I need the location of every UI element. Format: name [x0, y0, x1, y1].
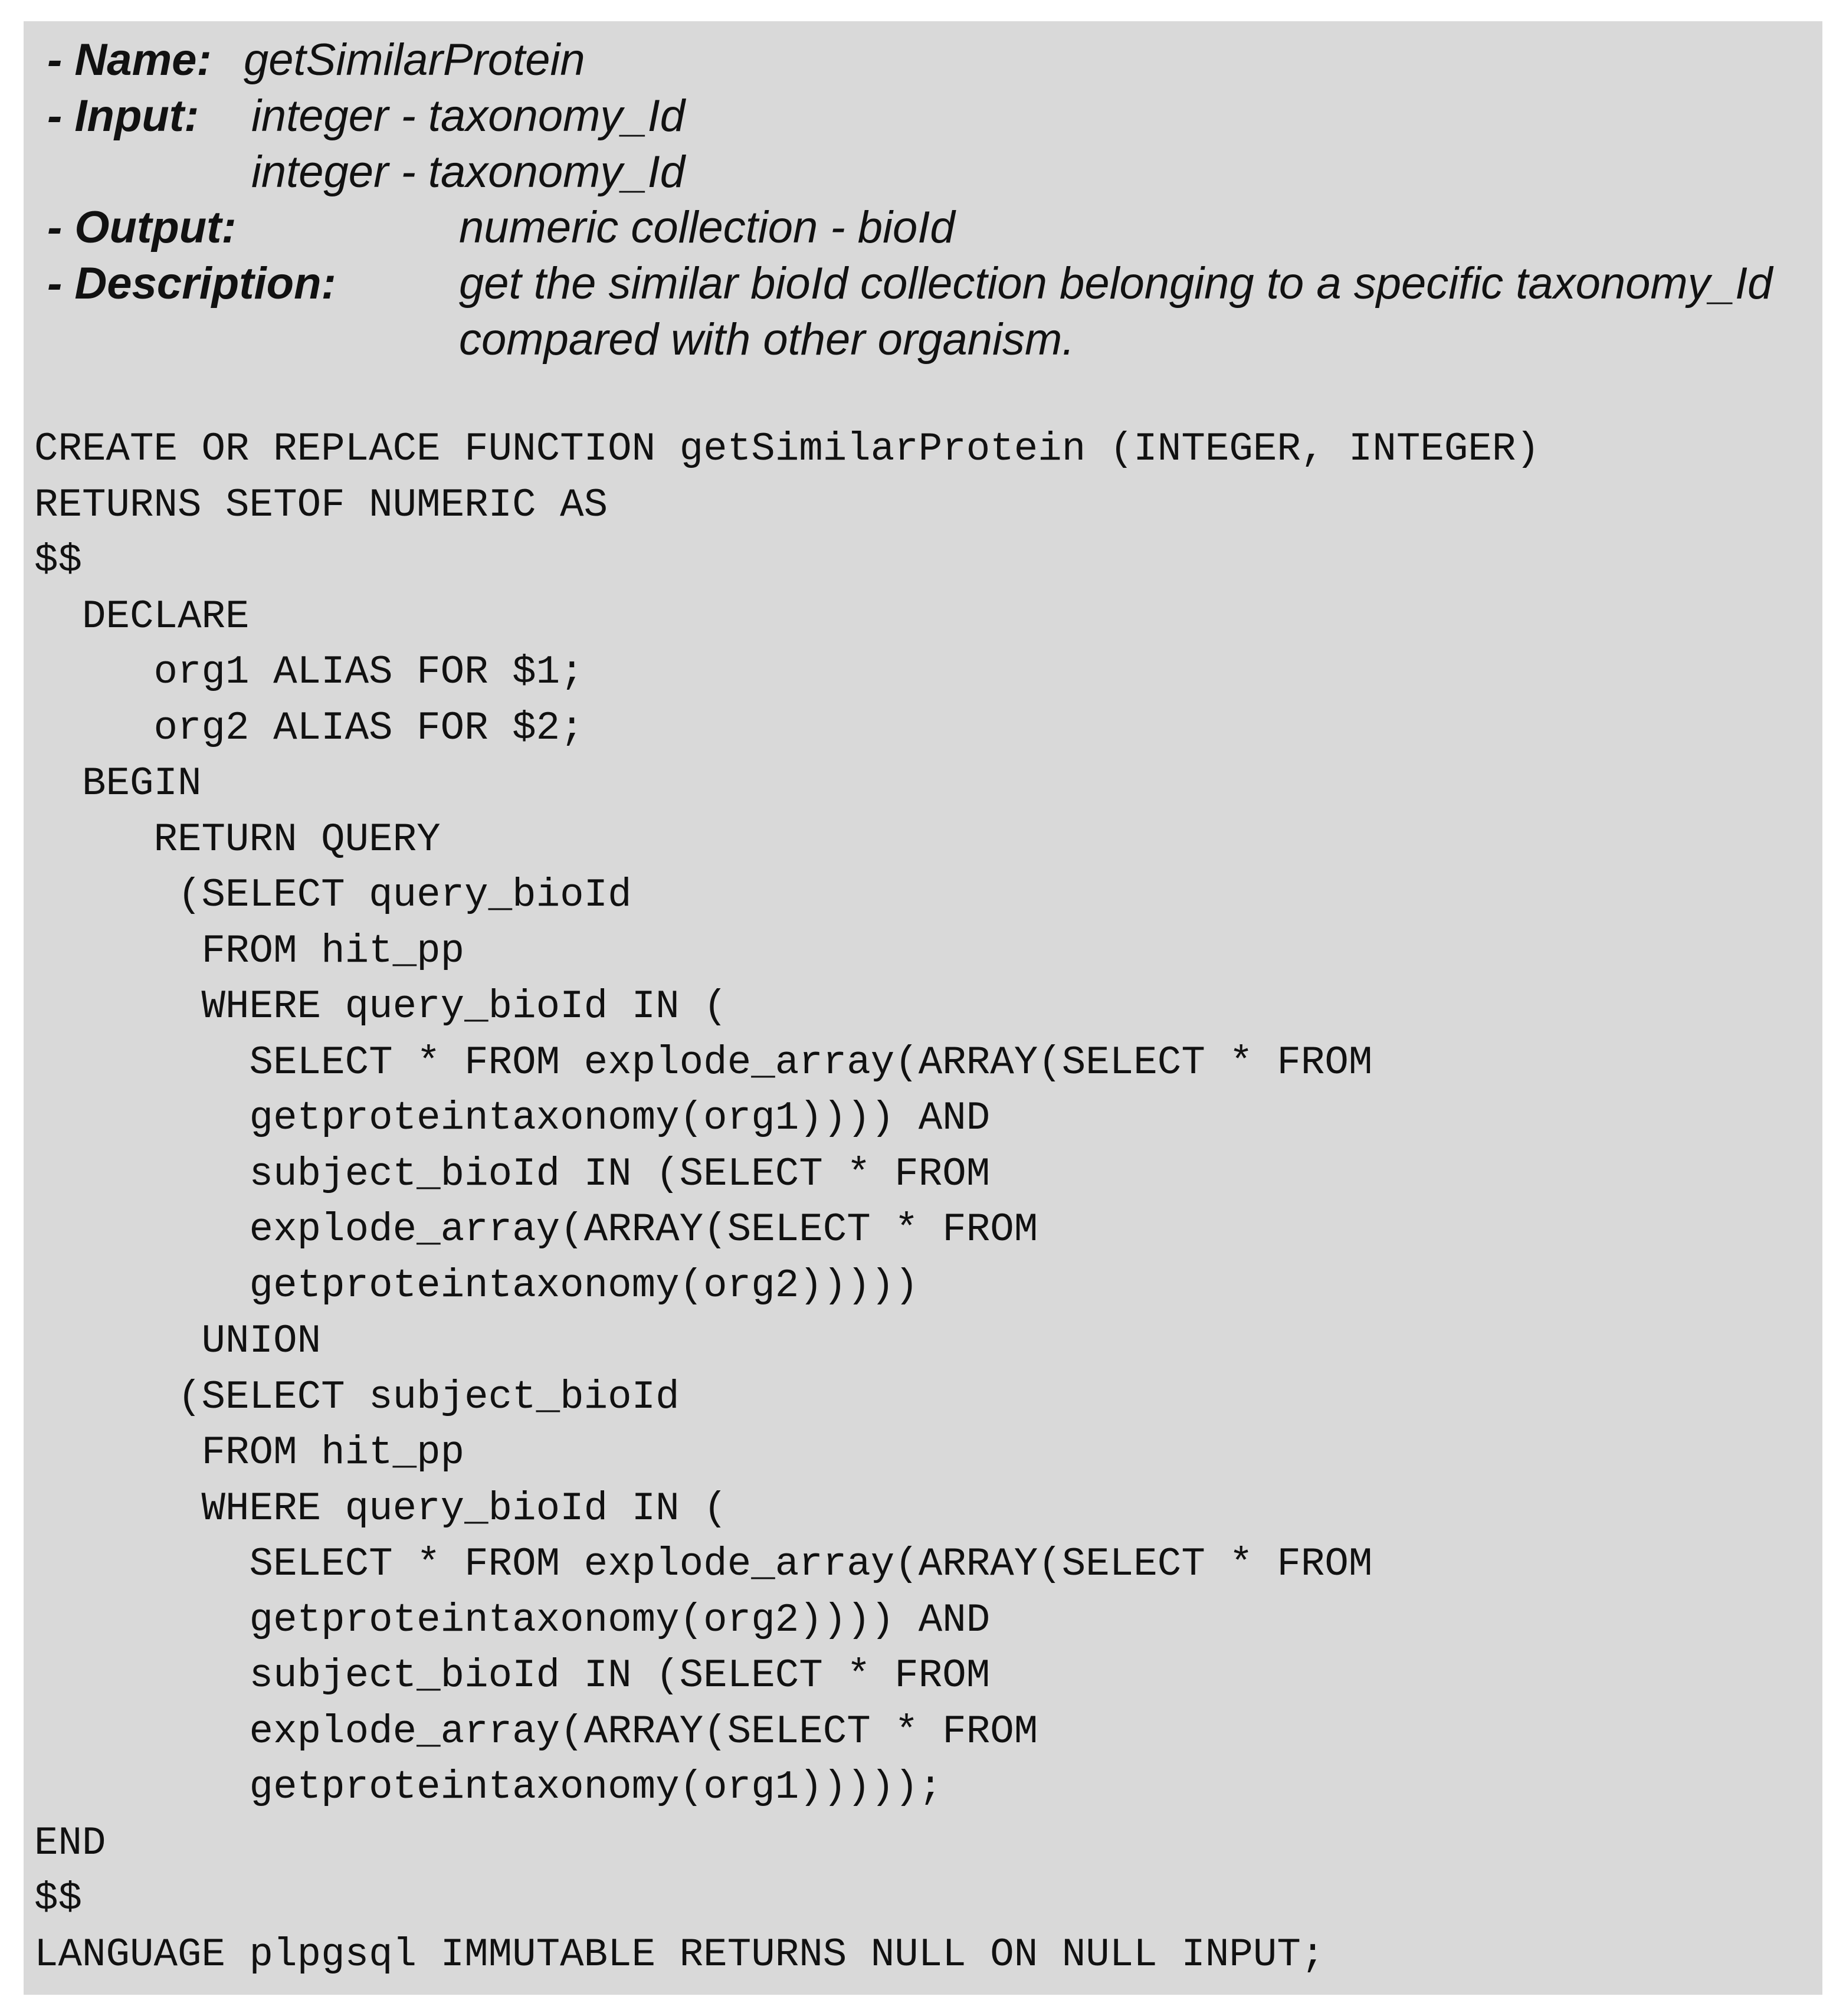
input-value-1: integer - taxonomy_Id: [251, 91, 686, 141]
description-label: - Description:: [47, 258, 336, 309]
code-line: BEGIN: [34, 762, 202, 807]
code-line: org1 ALIAS FOR $1;: [34, 650, 584, 695]
name-label: - Name:: [47, 35, 212, 85]
code-line: getproteintaxonomy(org2))))): [34, 1263, 919, 1309]
code-line: WHERE query_bioId IN (: [34, 1486, 727, 1532]
code-line: $$: [34, 1877, 83, 1922]
code-line: explode_array(ARRAY(SELECT * FROM: [34, 1208, 1038, 1253]
code-line: LANGUAGE plpgsql IMMUTABLE RETURNS NULL ON NULL INPUT;: [34, 1932, 1325, 1978]
input-label: - Input:: [47, 91, 199, 141]
code-line: RETURN QUERY: [34, 817, 441, 863]
code-line: SELECT * FROM explode_array(ARRAY(SELECT * FROM: [34, 1040, 1373, 1086]
code-line: subject_bioId IN (SELECT * FROM: [34, 1654, 991, 1699]
code-line: DECLARE: [34, 594, 250, 640]
output-value: numeric collection - bioId: [459, 202, 955, 253]
description-line-2: compared with other organism.: [459, 314, 1075, 365]
code-line: (SELECT query_bioId: [34, 873, 632, 918]
sql-code-block: [34, 422, 1540, 1983]
code-line: $$: [34, 539, 83, 584]
description-line-1: get the similar bioId collection belonging to a specific taxonomy_Id: [459, 258, 1773, 309]
code-line: org2 ALIAS FOR $2;: [34, 706, 584, 751]
code-line: getproteintaxonomy(org1)))));: [34, 1765, 943, 1810]
code-line: RETURNS SETOF NUMERIC AS: [34, 483, 608, 528]
output-label: - Output:: [47, 202, 237, 253]
code-line: CREATE OR REPLACE FUNCTION getSimilarProtein (INTEGER, INTEGER): [34, 427, 1540, 472]
code-line: END: [34, 1821, 106, 1866]
code-line: (SELECT subject_bioId: [34, 1375, 680, 1420]
code-line: FROM hit_pp: [34, 1431, 465, 1476]
code-line: WHERE query_bioId IN (: [34, 985, 727, 1030]
code-line: SELECT * FROM explode_array(ARRAY(SELECT * FROM: [34, 1542, 1373, 1587]
code-line: explode_array(ARRAY(SELECT * FROM: [34, 1709, 1038, 1755]
code-line: FROM hit_pp: [34, 929, 465, 974]
name-value: getSimilarProtein: [244, 35, 585, 85]
code-line: getproteintaxonomy(org1)))) AND: [34, 1096, 991, 1141]
code-line: getproteintaxonomy(org2)))) AND: [34, 1598, 991, 1643]
input-value-2: integer - taxonomy_Id: [251, 147, 686, 197]
code-line: UNION: [34, 1319, 322, 1364]
code-line: subject_bioId IN (SELECT * FROM: [34, 1152, 991, 1197]
